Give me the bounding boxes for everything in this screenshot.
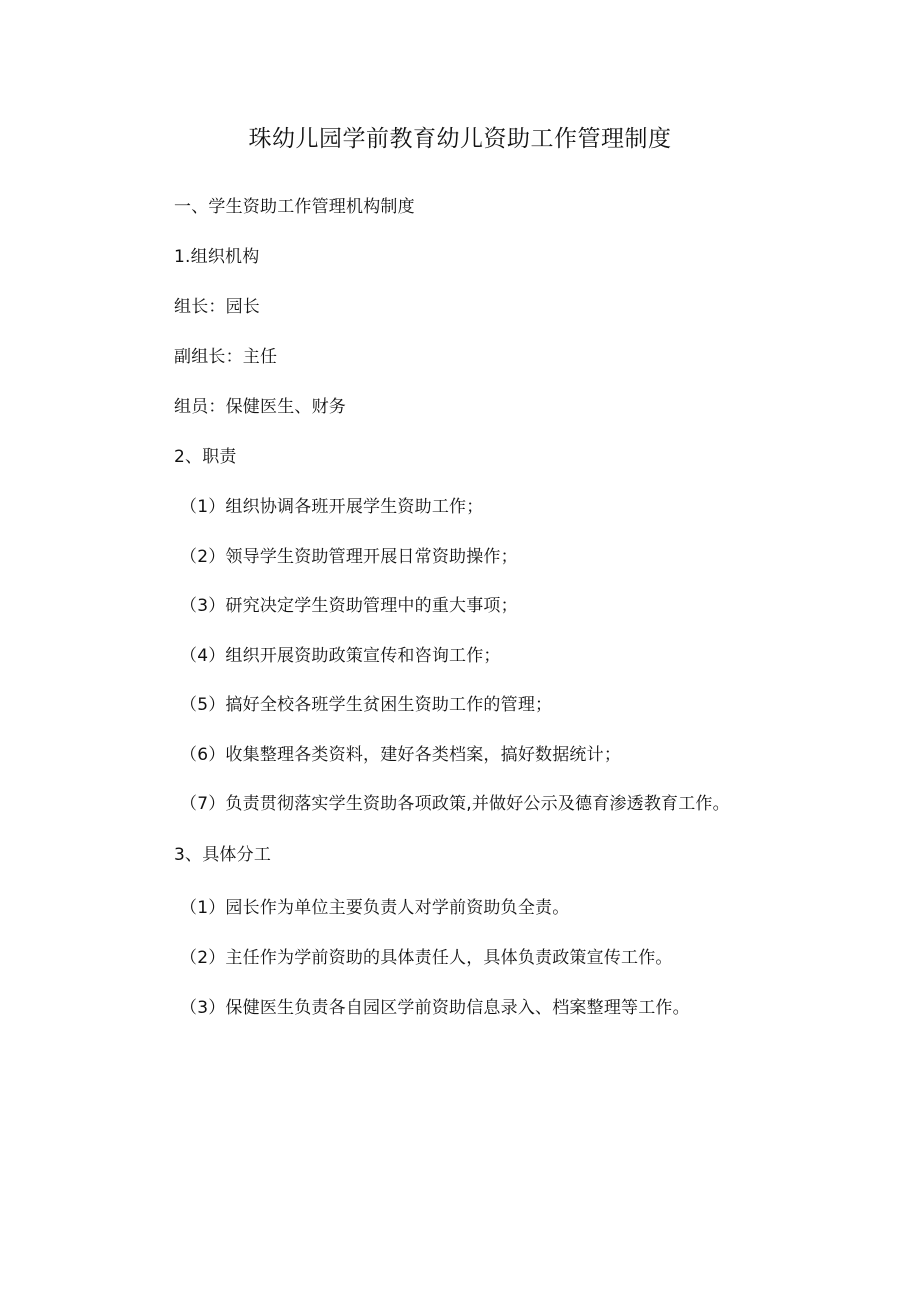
subsection-heading-structure: 1.组织机构 <box>174 247 260 267</box>
duty-item-1: （1）组织协调各班开展学生资助工作； <box>180 497 484 517</box>
duty-item-6: （6）收集整理各类资料，建好各类档案，搞好数据统计； <box>180 745 622 765</box>
leader-line: 组长：园长 <box>174 297 260 317</box>
division-item-3: （3）保健医生负责各自园区学前资助信息录入、档案整理等工作。 <box>180 998 690 1018</box>
subsection-heading-division: 3、具体分工 <box>174 845 272 865</box>
duty-item-3: （3）研究决定学生资助管理中的重大事项； <box>180 596 518 616</box>
duty-item-2: （2）领导学生资助管理开展日常资助操作； <box>180 547 518 567</box>
division-item-1: （1）园长作为单位主要负责人对学前资助负全责。 <box>180 898 570 918</box>
document-title: 珠幼儿园学前教育幼儿资助工作管理制度 <box>248 126 672 152</box>
duty-item-4: （4）组织开展资助政策宣传和咨询工作； <box>180 646 501 666</box>
section-heading-organization: 一、学生资助工作管理机构制度 <box>174 197 415 217</box>
duty-item-5: （5）搞好全校各班学生贫困生资助工作的管理； <box>180 695 553 715</box>
members-line: 组员：保健医生、财务 <box>174 397 346 417</box>
division-item-2: （2）主任作为学前资助的具体责任人，具体负责政策宣传工作。 <box>180 948 673 968</box>
duty-item-7: （7）负责贯彻落实学生资助各项政策,并做好公示及德育渗透教育工作。 <box>180 794 730 814</box>
subsection-heading-duties: 2、职责 <box>174 447 237 467</box>
deputy-leader-line: 副组长：主任 <box>174 347 278 367</box>
